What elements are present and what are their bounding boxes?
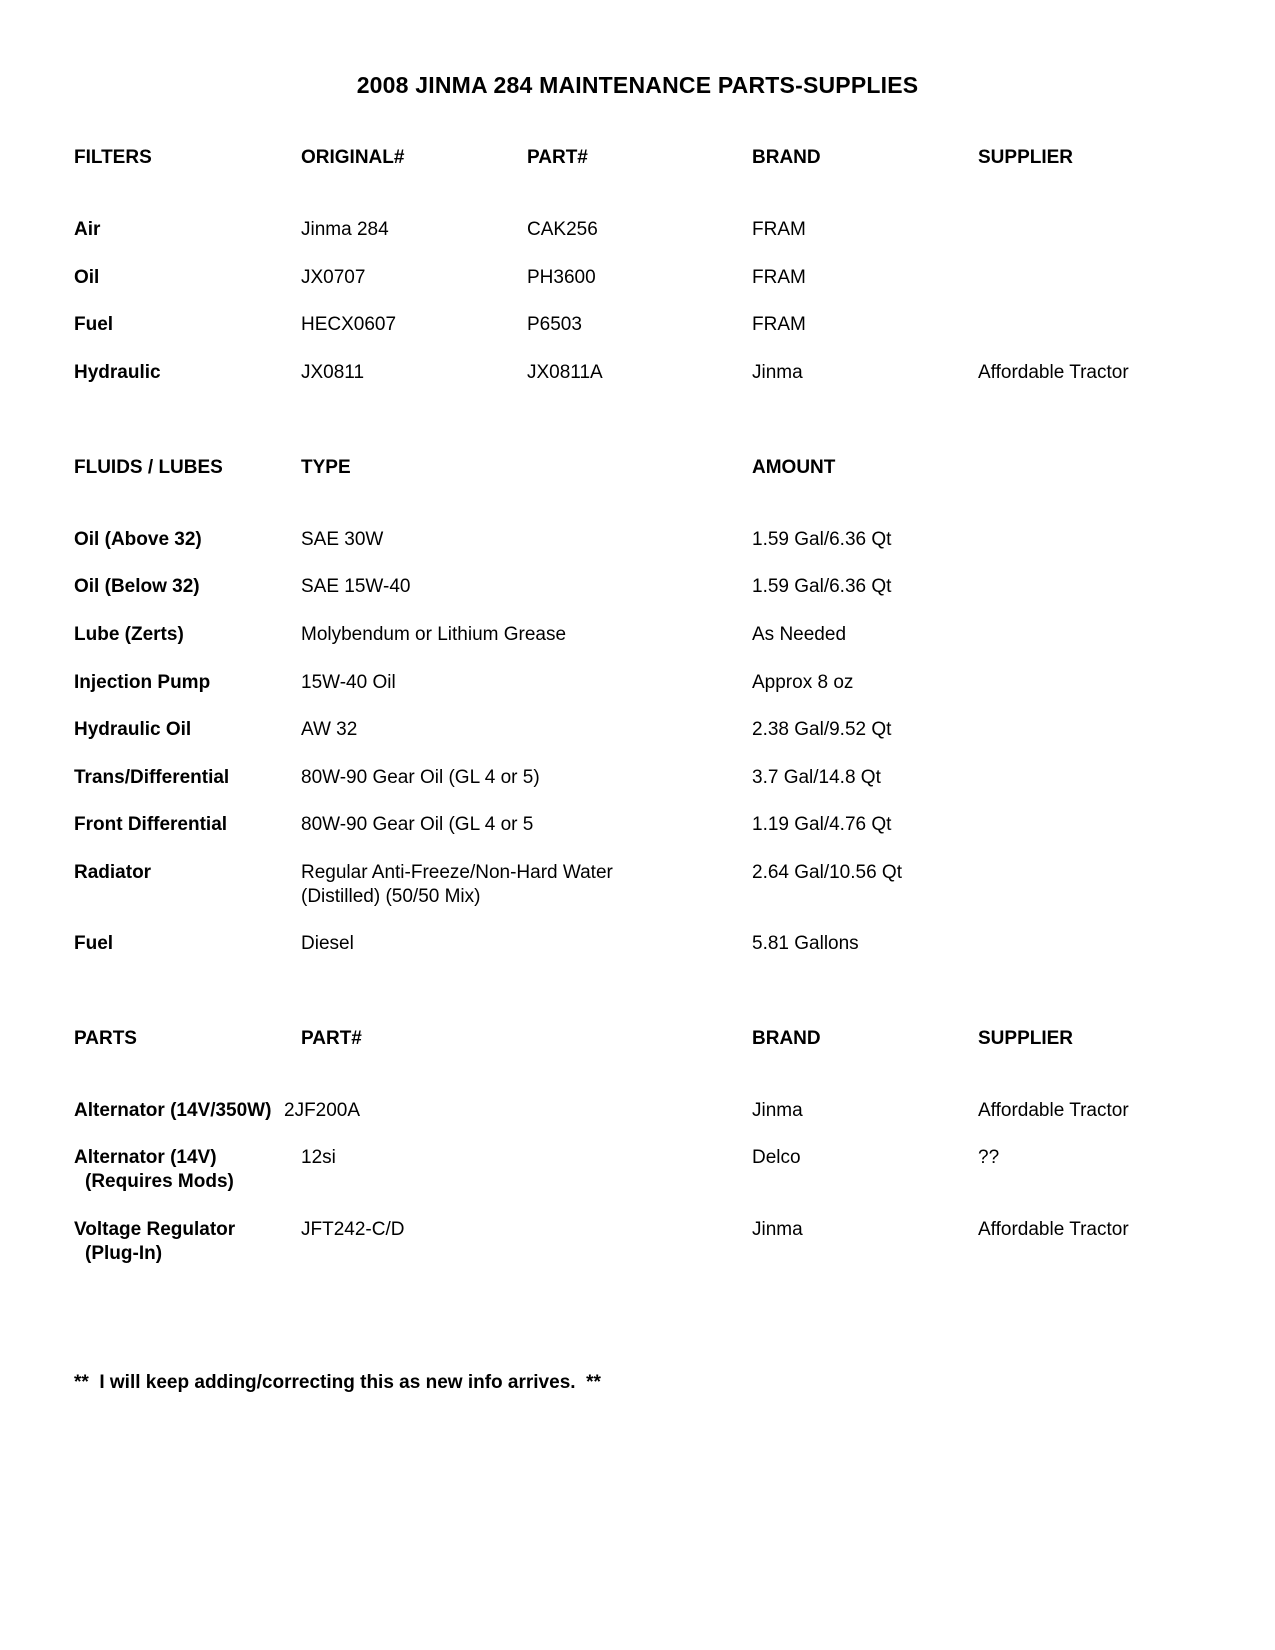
fluid-amount: 2.38 Gal/9.52 Qt — [752, 719, 892, 740]
fluid-amount: 1.59 Gal/6.36 Qt — [752, 576, 892, 597]
filter-part: PH3600 — [527, 267, 596, 288]
filters-header: FILTERS — [74, 147, 152, 168]
fluid-name: Fuel — [74, 933, 114, 954]
fluid-name: Front Differential — [74, 814, 228, 835]
fluid-amount: 3.7 Gal/14.8 Qt — [752, 767, 881, 788]
fluid-type: 15W-40 Oil — [301, 672, 396, 693]
filter-original: JX0707 — [301, 267, 366, 288]
filter-brand: FRAM — [752, 219, 806, 240]
filter-part: CAK256 — [527, 219, 598, 240]
filter-name: Air — [74, 219, 101, 240]
fluid-amount: 5.81 Gallons — [752, 933, 859, 954]
parts-brand-header: BRAND — [752, 1028, 821, 1049]
page-title: 2008 JINMA 284 MAINTENANCE PARTS-SUPPLIES — [356, 72, 919, 98]
type-header: TYPE — [301, 457, 351, 478]
fluid-name: Oil (Above 32) — [74, 529, 202, 550]
parts-header: PARTS — [74, 1028, 137, 1049]
fluids-header: FLUIDS / LUBES — [74, 457, 223, 478]
filter-name: Hydraulic — [74, 362, 161, 383]
filter-brand: FRAM — [752, 314, 806, 335]
filter-name: Oil — [74, 267, 100, 288]
part-name: Voltage Regulator — [74, 1219, 236, 1240]
parts-supplier-header: SUPPLIER — [978, 1028, 1074, 1049]
filter-supplier: Affordable Tractor — [978, 362, 1129, 383]
part-brand: Delco — [752, 1147, 801, 1168]
filter-brand: Jinma — [752, 362, 803, 383]
fluid-name: Lube (Zerts) — [74, 624, 184, 645]
part-number-header: PART# — [527, 147, 588, 168]
filter-original: HECX0607 — [301, 314, 397, 335]
fluid-type: Diesel — [301, 933, 354, 954]
filter-name: Fuel — [74, 314, 114, 335]
footer-note: ** I will keep adding/correcting this as new info arrives. ** — [74, 1372, 601, 1393]
fluid-name: Hydraulic Oil — [74, 719, 192, 740]
fluid-name: Oil (Below 32) — [74, 576, 200, 597]
part-brand: Jinma — [752, 1219, 803, 1240]
part-name-note: (Requires Mods) — [85, 1171, 234, 1192]
fluid-name: Injection Pump — [74, 672, 211, 693]
fluid-amount: 1.19 Gal/4.76 Qt — [752, 814, 892, 835]
part-supplier: Affordable Tractor — [978, 1219, 1129, 1240]
filter-original: Jinma 284 — [301, 219, 389, 240]
filter-part: P6503 — [527, 314, 582, 335]
amount-header: AMOUNT — [752, 457, 836, 478]
part-supplier: Affordable Tractor — [978, 1100, 1129, 1121]
original-number-header: ORIGINAL# — [301, 147, 405, 168]
part-name: Alternator (14V) — [74, 1147, 217, 1168]
part-number: 2JF200A — [284, 1100, 361, 1121]
part-number: JFT242-C/D — [301, 1219, 405, 1240]
part-name-note: (Plug-In) — [85, 1243, 163, 1264]
fluid-type: 80W-90 Gear Oil (GL 4 or 5) — [301, 767, 540, 788]
fluid-name: Trans/Differential — [74, 767, 230, 788]
fluid-amount: As Needed — [752, 624, 847, 645]
fluid-type: 80W-90 Gear Oil (GL 4 or 5 — [301, 814, 534, 835]
supplier-header: SUPPLIER — [978, 147, 1074, 168]
filter-part: JX0811A — [527, 362, 603, 383]
fluid-type: AW 32 — [301, 719, 358, 740]
fluid-amount: Approx 8 oz — [752, 672, 854, 693]
fluid-type-continued: (Distilled) (50/50 Mix) — [301, 886, 481, 907]
part-number: 12si — [301, 1147, 336, 1168]
part-name: Alternator (14V/350W) — [74, 1100, 272, 1121]
fluid-type: SAE 15W-40 — [301, 576, 411, 597]
part-brand: Jinma — [752, 1100, 803, 1121]
fluid-type: Molybendum or Lithium Grease — [301, 624, 567, 645]
filter-original: JX0811 — [301, 362, 365, 383]
fluid-name: Radiator — [74, 862, 152, 883]
filter-brand: FRAM — [752, 267, 806, 288]
parts-part-number-header: PART# — [301, 1028, 362, 1049]
fluid-type: SAE 30W — [301, 529, 384, 550]
fluid-type: Regular Anti-Freeze/Non-Hard Water — [301, 862, 613, 883]
part-supplier: ?? — [978, 1147, 1000, 1168]
fluid-amount: 2.64 Gal/10.56 Qt — [752, 862, 902, 883]
fluid-amount: 1.59 Gal/6.36 Qt — [752, 529, 892, 550]
brand-header: BRAND — [752, 147, 821, 168]
